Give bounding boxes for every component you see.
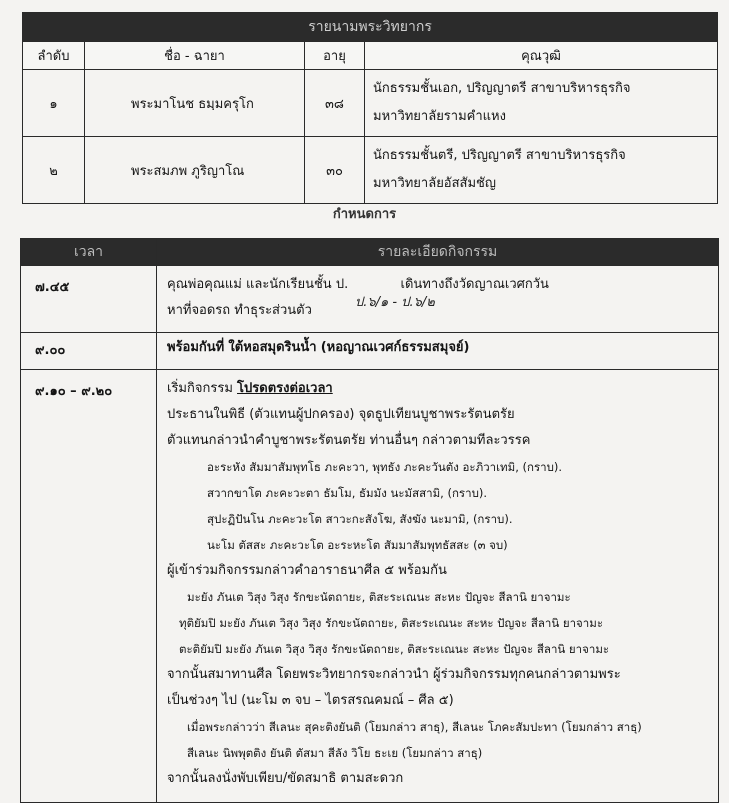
row-detail xyxy=(157,333,719,370)
monks-table-title: รายนามพระวิทยากร xyxy=(23,13,718,42)
detail-text: เดินทางถึงวัดญาณเวศกวัน xyxy=(400,277,549,292)
chant-line: สุปะฏิปันโน ภะคะวะโต สาวะกะสังโฆ, สังฆัง นะมามิ, (กราบ). xyxy=(207,512,513,526)
detail-line: ประธานในพิธี (ตัวแทนผู้ปกครอง) จุดธูปเทียนบูชาพระรัตนตรัย xyxy=(167,407,515,422)
detail-line: จากนั้นสมาทานศีล โดยพระวิทยากรจะกล่าวนำ ผู้ร่วมกิจกรรมทุกคนกล่าวตามพระ xyxy=(167,667,621,682)
row-order: ๑ xyxy=(23,70,85,137)
table-row xyxy=(21,333,719,370)
monks-table xyxy=(22,12,718,204)
row-qualification xyxy=(365,70,718,137)
chant-line: ทุติยัมปิ มะยัง ภันเต วิสุง วิสุง รักขะนัตถายะ, ติสะระเณนะ สะหะ ปัญจะ สีลานิ ยาจามะ xyxy=(179,616,604,630)
chant-line: สวากขาโต ภะคะวะตา ธัมโม, ธัมมัง นะมัสสามิ, (กราบ). xyxy=(207,486,488,500)
handwritten-note: ป.๖/๑ - ป.๖/๒ xyxy=(355,295,435,310)
chant-line: ตะติยัมปิ มะยัง ภันเต วิสุง วิสุง รักขะนัตถายะ, ติสะระเณนะ สะหะ ปัญจะ สีลานิ ยาจามะ xyxy=(179,642,610,656)
header-age: อายุ xyxy=(305,42,365,70)
chant-line: เมื่อพระกล่าวว่า สีเลนะ สุคะติงยันติ (โยมกล่าว สาธุ), สีเลนะ โภคะสัมปะทา (โยมกล่าว สาธุ) xyxy=(187,720,642,734)
row-name: พระสมภพ ภูริญาโณ xyxy=(85,137,305,204)
qualification-line: มหาวิทยาลัยอัสสัมชัญ xyxy=(373,176,496,191)
qualification-line: นักธรรมชั้นเอก, ปริญญาตรี สาขาบริหารธุรกิจ xyxy=(373,81,631,96)
detail-line: หาที่จอดรถ ทำธุระส่วนตัว xyxy=(167,303,312,318)
row-age: ๓๐ xyxy=(305,137,365,204)
row-detail xyxy=(157,266,719,333)
chant-line: นะโม ตัสสะ ภะคะวะโต อะระหะโต สัมมาสัมพุทธัสสะ (๓ จบ) xyxy=(207,538,508,552)
schedule-table xyxy=(20,238,719,803)
detail-text: (หอญาณเวศก์ธรรมสมุจย์) xyxy=(320,340,470,355)
chant-line: มะยัง ภันเต วิสุง วิสุง รักขะนัตถายะ, ติสะระเณนะ สะหะ ปัญจะ สีลานิ ยาจามะ xyxy=(187,590,571,604)
detail-text: เริ่มกิจกรรม xyxy=(167,381,233,396)
schedule-heading: กำหนดการ xyxy=(332,207,397,222)
detail-text: พร้อมกันที่ xyxy=(167,340,225,355)
row-age: ๓๘ xyxy=(305,70,365,137)
table-row xyxy=(23,70,718,137)
row-qualification xyxy=(365,137,718,204)
detail-line xyxy=(167,335,708,361)
table-row xyxy=(21,370,719,803)
row-time: ๗.๔๕ xyxy=(21,266,157,333)
header-time: เวลา xyxy=(21,239,157,266)
table-row xyxy=(23,137,718,204)
row-time: ๙.๑๐ – ๙.๒๐ xyxy=(21,370,157,803)
detail-line xyxy=(167,272,708,298)
chant-line: อะระหัง สัมมาสัมพุทโธ ภะคะวา, พุทธัง ภะคะวันตัง อะภิวาเทมิ, (กราบ). xyxy=(207,460,563,474)
detail-line xyxy=(167,376,708,402)
detail-line: จากนั้นลงนั่งพับเพียบ/ขัดสมาธิ ตามสะดวก xyxy=(167,771,404,786)
detail-line: เป็นช่วงๆ ไป (นะโม ๓ จบ – ไตรสรณคมณ์ – ศีล ๕) xyxy=(167,693,454,708)
row-name: พระมาโนช ธมฺมครุโก xyxy=(85,70,305,137)
header-order: ลำดับ xyxy=(23,42,85,70)
detail-line: ตัวแทนกล่าวนำคำบูชาพระรัตนตรัย ท่านอื่นๆ กล่าวตามทีละวรรค xyxy=(167,433,531,448)
qualification-line: มหาวิทยาลัยรามคำแหง xyxy=(373,109,506,124)
detail-line: ผู้เข้าร่วมกิจกรรมกล่าวคำอาราธนาศีล ๕ พร้อมกัน xyxy=(167,563,447,578)
header-name: ชื่อ - ฉายา xyxy=(85,42,305,70)
row-detail xyxy=(157,370,719,803)
chant-line: สีเลนะ นิพพุตติง ยันติ ตัสมา สีลัง วิโย ธะเย (โยมกล่าว สาธุ) xyxy=(187,746,483,760)
detail-emphasis: โปรดตรงต่อเวลา xyxy=(237,381,333,396)
row-order: ๒ xyxy=(23,137,85,204)
detail-place: ใต้หอสมุดรินน้ำ xyxy=(228,340,317,355)
row-time: ๙.๐๐ xyxy=(21,333,157,370)
header-detail: รายละเอียดกิจกรรม xyxy=(157,239,719,266)
detail-text: คุณพ่อคุณแม่ และนักเรียนชั้น ป. xyxy=(167,277,349,292)
qualification-line: นักธรรมชั้นตรี, ปริญญาตรี สาขาบริหารธุรกิจ xyxy=(373,148,626,163)
header-qualification: คุณวุฒิ xyxy=(365,42,718,70)
